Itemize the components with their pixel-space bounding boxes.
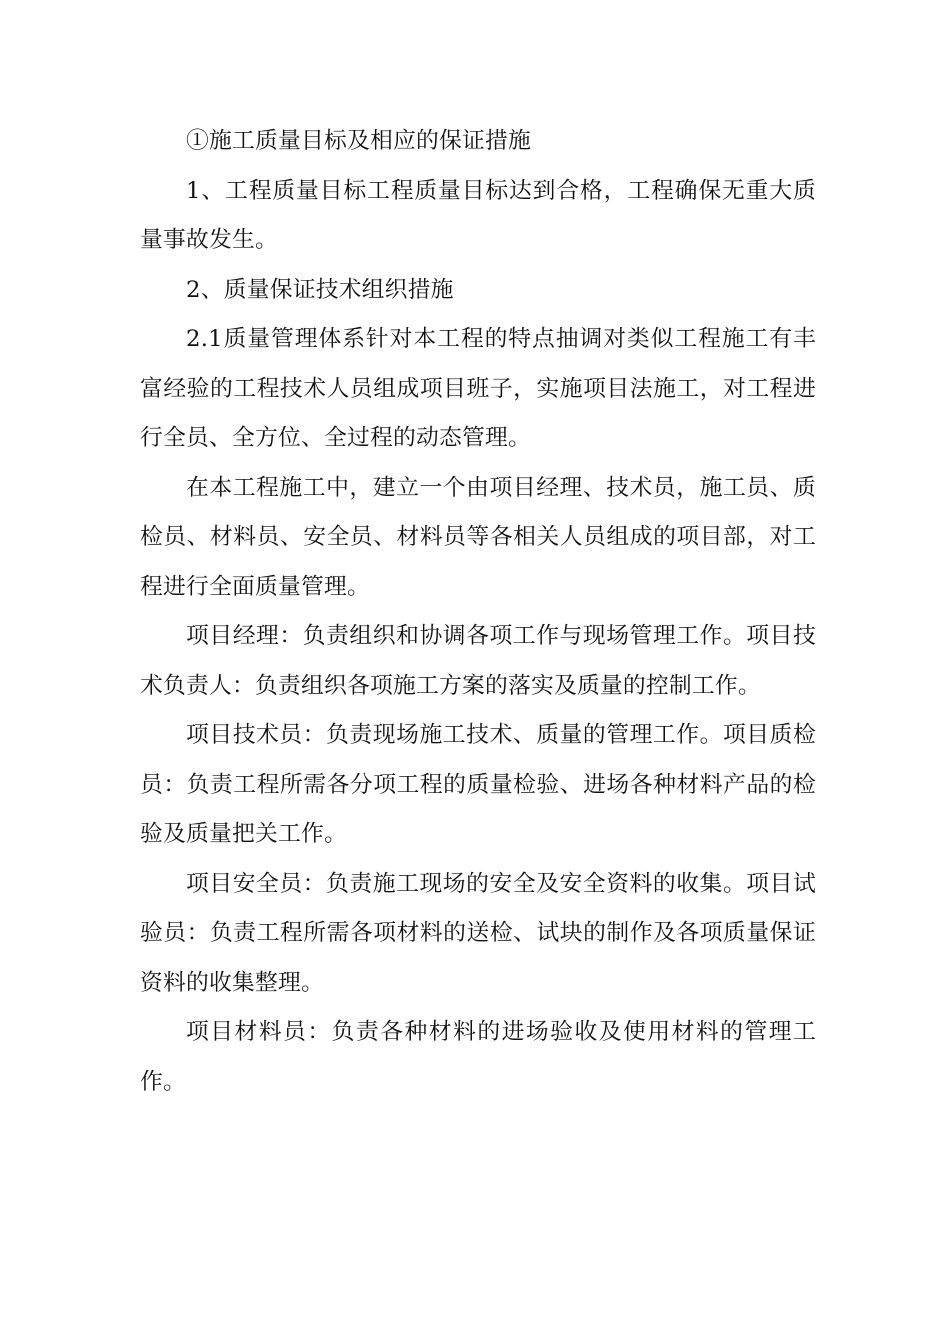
paragraph-technician: 项目技术员：负责现场施工技术、质量的管理工作。项目质检员：负责工程所需各分项工程的质量检验、进场各种材料产品的检验及质量把关工作。: [140, 722, 816, 847]
paragraph-management-system: 2.1质量管理体系针对本工程的特点抽调对类似工程施工有丰富经验的工程技术人员组成项目班子，实施项目法施工，对工程进行全员、全方位、全过程的动态管理。: [140, 326, 816, 451]
section-heading-quality-goals: ①施工质量目标及相应的保证措施: [186, 128, 531, 154]
paragraph-project-manager: 项目经理：负责组织和协调各项工作与现场管理工作。项目技术负责人：负责组织各项施工方案的落实及质量的控制工作。: [140, 623, 816, 699]
paragraph-materials-officer: 项目材料员：负责各种材料的进场验收及使用材料的管理工作。: [140, 1019, 816, 1095]
paragraph-safety-officer: 项目安全员：负责施工现场的安全及安全资料的收集。项目试验员：负责工程所需各项材料的送检、试块的制作及各项质量保证资料的收集整理。: [140, 870, 816, 996]
paragraph-project-department: 在本工程施工中，建立一个由项目经理、技术员，施工员、质检员、材料员、安全员、材料员等各相关人员组成的项目部，对工程进行全面质量管理。: [140, 474, 816, 600]
subheading-technical-measures: 2、质量保证技术组织措施: [186, 276, 454, 303]
paragraph-quality-target: 1、工程质量目标工程质量目标达到合格，工程确保无重大质量事故发生。: [140, 177, 816, 253]
